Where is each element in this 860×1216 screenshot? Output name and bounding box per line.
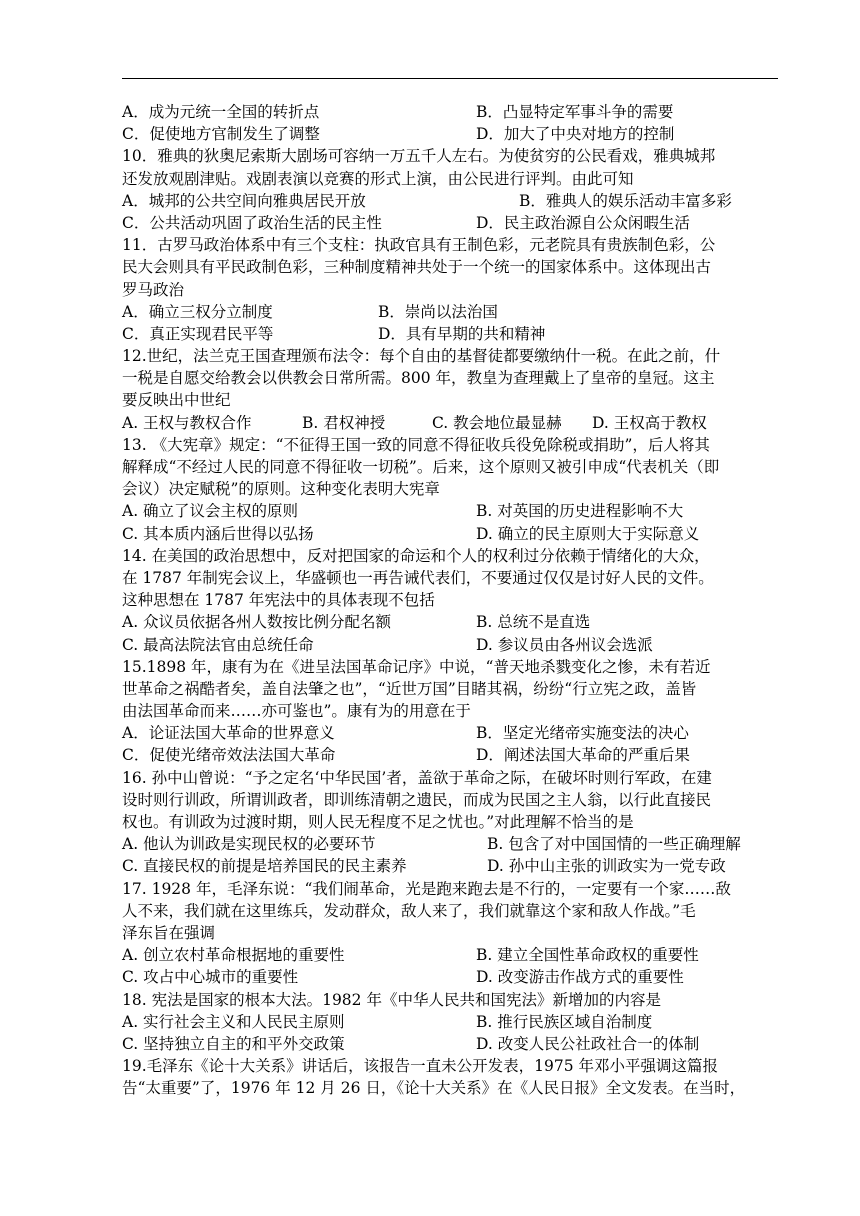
q16-option-d[interactable]: D. 孙中山主张的训政实为一党专政 [487,857,726,876]
q16-option-c[interactable]: C. 直接民权的前提是培养国民的民主素养 [122,857,407,876]
q9-option-b[interactable]: B．凸显特定军事斗争的需要 [476,103,674,121]
q15-option-c[interactable]: C．促使光绪帝效法法国大革命 [122,746,336,765]
q11-option-a[interactable]: A．确立三权分立制度 [122,302,273,321]
q10-option-b[interactable]: B．雅典人的娱乐活动丰富多彩 [519,191,732,210]
q15-options-row-2 [122,744,782,766]
q12-option-a[interactable]: A. 王权与教权合作 [122,413,252,432]
q18-option-d[interactable]: D. 改变人民公社政社合一的体制 [476,1034,700,1053]
q12-options-row [122,412,782,434]
q14-stem-line: 14. 在美国的政治思想中，反对把国家的命运和个人的权利过分依赖于情绪化的大众， [122,546,710,565]
q14-option-d[interactable]: D. 参议员由各州议会选派 [476,635,653,654]
q14-stem-line: 这种思想在 1787 年宪法中的具体表现不包括 [122,591,435,610]
q12-option-b[interactable]: B. 君权神授 [302,413,386,432]
q9-option-a[interactable]: A．成为元统一全国的转折点 [122,103,320,121]
q10-stem-line: 10．雅典的狄奥尼索斯大剧场可容纳一万五千人左右。为使贫穷的公民看戏，雅典城邦 [122,147,716,166]
q18-option-c[interactable]: C. 坚持独立自主的和平外交政策 [122,1034,345,1053]
q17-stem-line: 17. 1928 年，毛泽东说：“我们闹革命，光是跑来跑去是不行的，一定要有一个家……敌 [122,879,731,898]
exam-page [122,101,782,1099]
q14-options-row-1 [122,611,782,633]
q10-option-a[interactable]: A．城邦的公共空间向雅典居民开放 [122,191,366,210]
q13-stem-line: 会议）决定赋税”的原则。这种变化表明大宪章 [122,480,440,499]
q15-option-a[interactable]: A．论证法国大革命的世界意义 [122,724,335,743]
q14-options-row-2 [122,634,782,656]
q16-option-b[interactable]: B. 包含了对中国国情的一些正确理解 [487,835,741,854]
q14-stem-line: 在 1787 年制宪会议上，华盛顿也一再告诫代表们，不要通过仅仅是讨好人民的文件。 [122,568,714,587]
q17-option-c[interactable]: C. 攻占中心城市的重要性 [122,968,299,987]
q11-option-b[interactable]: B．崇尚以法治国 [378,302,498,321]
q12-stem-line: 要反映出中世纪 [122,391,231,410]
q9-options-row-2 [122,123,782,145]
q18-options-row-2 [122,1033,782,1055]
q13-options-row-2 [122,523,782,545]
q10-options-row-1 [122,190,782,212]
q13-stem-line: 解释成“不经过人民的同意不得征收一切税”。后来，这个原则又被引申成“代表机关（即 [122,458,720,476]
q13-option-a[interactable]: A. 确立了议会主权的原则 [122,502,299,521]
q18-stem-line: 18. 宪法是国家的根本大法。1982 年《中华人民共和国宪法》新增加的内容是 [122,990,661,1009]
q15-stem-line: 15.1898 年，康有为在《进呈法国革命记序》中说，“普天地杀戮变化之惨，未有若近 [122,657,711,676]
q17-option-d[interactable]: D. 改变游击作战方式的重要性 [476,968,684,987]
q15-option-b[interactable]: B．坚定光绪帝实施变法的决心 [476,724,689,743]
q16-stem-line: 权也。有训政为过渡时期，则人民无程度不足之忧也。”对此理解不恰当的是 [122,813,634,831]
q10-stem-line: 还发放观剧津贴。戏剧表演以竞赛的形式上演，由公民进行评判。由此可知 [122,169,634,188]
q17-options-row-1 [122,944,782,966]
q16-options-row-1 [122,833,782,855]
q10-option-d[interactable]: D．民主政治源自公众闲暇生活 [476,213,690,232]
q18-option-b[interactable]: B. 推行民族区域自治制度 [476,1012,653,1031]
q14-option-c[interactable]: C. 最高法院法官由总统任命 [122,635,314,654]
q16-stem-line: 16. 孙中山曾说：“予之定名‘中华民国’者，盖欲于革命之际，在破坏时则行军政，在建 [122,768,712,787]
q16-stem-line: 设时则行训政，所谓训政者，即训练清朝之遗民，而成为民国之主人翁，以行此直接民 [122,790,712,809]
q11-options-row-1 [122,301,782,323]
q13-options-row-1 [122,500,782,522]
q12-stem-line: 一税是自愿交给教会以供教会日常所需。800 年，教皇为查理戴上了皇帝的皇冠。这主 [122,369,715,388]
q13-stem-line: 13. 《大宪章》规定：“不征得王国一致的同意不得征收兵役免除税或捐助”，后人将其 [122,435,710,454]
q17-options-row-2 [122,966,782,988]
q10-options-row-2 [122,212,782,234]
q18-option-a[interactable]: A. 实行社会主义和人民民主原则 [122,1012,345,1031]
q15-option-d[interactable]: D．阐述法国大革命的严重后果 [476,746,690,765]
q16-option-a[interactable]: A. 他认为训政是实现民权的必要环节 [122,835,376,854]
q14-option-a[interactable]: A. 众议员依据各州人数按比例分配名额 [122,613,392,632]
q13-option-c[interactable]: C. 其本质内涵后世得以弘扬 [122,524,314,543]
q9-option-d[interactable]: D．加大了中央对地方的控制 [476,125,675,144]
q12-option-d[interactable]: D. 王权高于教权 [592,413,707,432]
q11-stem-line: 罗马政治 [122,280,185,299]
q16-options-row-2 [122,855,782,877]
q9-option-c[interactable]: C．促使地方官制发生了调整 [122,125,320,144]
q11-option-c[interactable]: C．真正实现君民平等 [122,324,274,343]
q11-stem-line: 民大会则具有平民政制色彩，三种制度精神共处于一个统一的国家体系中。这体现出古 [122,258,712,277]
q15-options-row-1 [122,722,782,744]
q13-option-b[interactable]: B. 对英国的历史进程影响不大 [476,502,684,521]
q12-option-c[interactable]: C. 教会地位最显赫 [432,413,562,432]
q9-options-row-1 [122,101,782,123]
q11-stem-line: 11．古罗马政治体系中有三个支柱：执政官具有王制色彩，元老院具有贵族制色彩，公 [122,236,716,255]
q10-option-c[interactable]: C．公共活动巩固了政治生活的民主性 [122,213,382,232]
q19-stem-line: 告“太重要”了，1976 年 12 月 26 日，《论十大关系》在《人民日报》全文发表。在当时， [122,1079,746,1098]
q17-option-b[interactable]: B. 建立全国性革命政权的重要性 [476,946,699,965]
q17-stem-line: 泽东旨在强调 [122,923,216,942]
q17-option-a[interactable]: A. 创立农村革命根据地的重要性 [122,946,345,965]
q15-stem-line: 世革命之祸酷者矣，盖自法肇之也”，“近世万国”目睹其祸，纷纷“行立宪之政，盖皆 [122,679,697,698]
q11-options-row-2 [122,323,782,345]
q18-options-row-1 [122,1011,782,1033]
q19-stem-line: 19.毛泽东《论十大关系》讲话后，该报告一直未公开发表，1975 年邓小平强调这篇报 [122,1057,719,1076]
header-rule [122,78,778,79]
q15-stem-line: 由法国革命而来……亦可鉴也”。康有为的用意在于 [122,702,471,721]
q17-stem-line: 人不来，我们就在这里练兵，发动群众，敌人来了，我们就靠这个家和敌人作战。”毛 [122,901,696,920]
q14-option-b[interactable]: B. 总统不是直选 [476,613,591,632]
q11-option-d[interactable]: D．具有早期的共和精神 [378,324,546,343]
q13-option-d[interactable]: D. 确立的民主原则大于实际意义 [476,524,700,543]
q12-stem-line: 12.世纪，法兰克王国查理颁布法令：每个自由的基督徒都要缴纳什一税。在此之前，什 [122,347,721,366]
